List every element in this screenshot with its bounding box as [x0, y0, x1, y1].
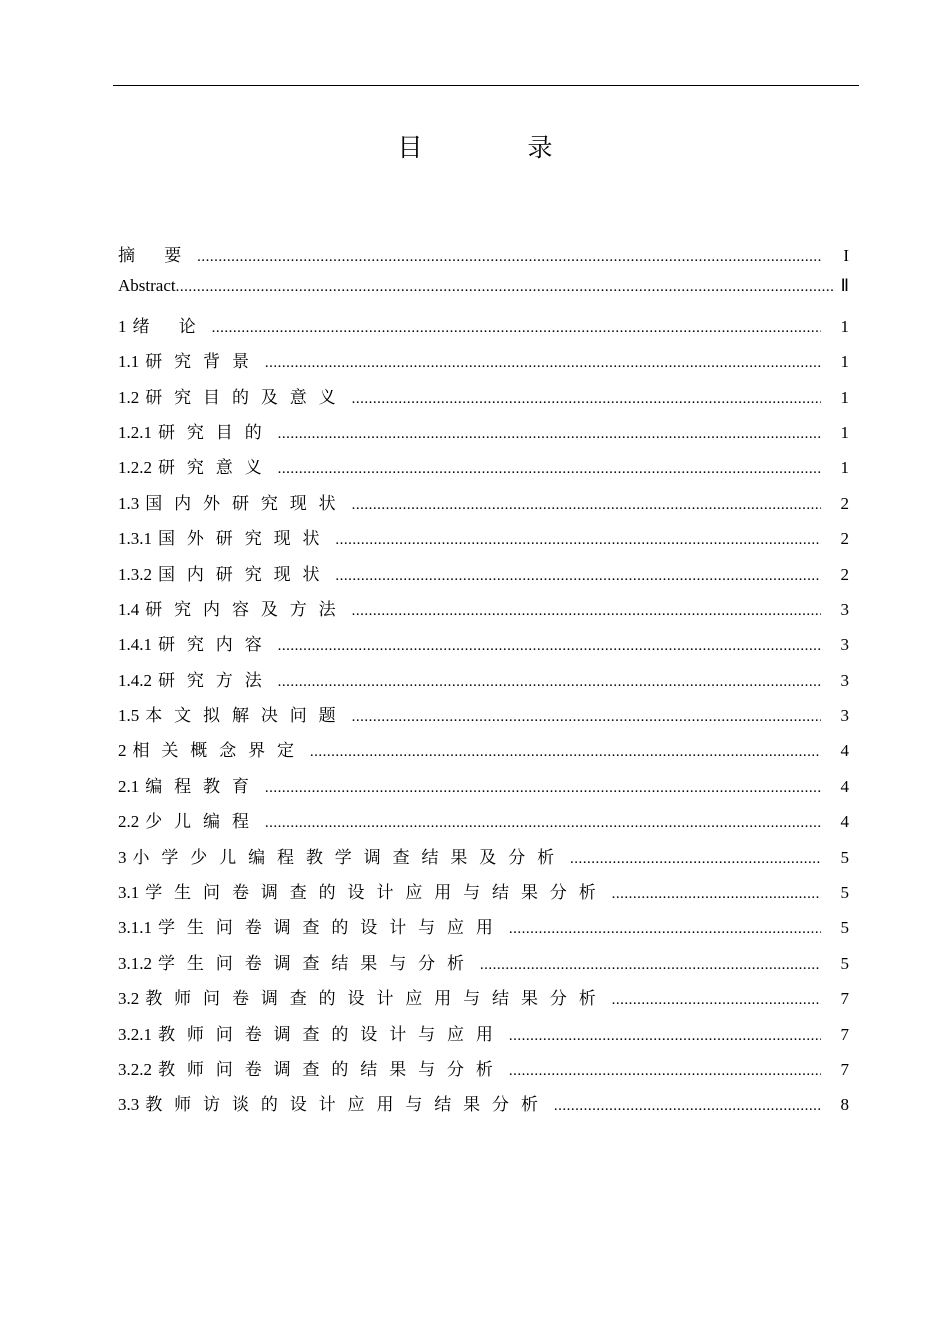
- toc-entry[interactable]: [118, 453, 849, 488]
- toc-entry-label: [118, 524, 331, 549]
- toc-entry-number: 3.2.2: [118, 1059, 152, 1079]
- toc-entry-text: 相关概念界定: [132, 741, 306, 762]
- toc-entry-page: 3: [840, 599, 849, 619]
- toc-entry-label: [118, 772, 261, 797]
- toc-entry-page: 1: [840, 387, 849, 407]
- toc-dot-leader: [612, 992, 821, 1009]
- toc-entry-text: 绪 论: [132, 316, 208, 337]
- toc-entry-label: [118, 276, 176, 296]
- toc-entry-text: 研究意义: [158, 458, 274, 479]
- toc-entry-number: 1.2: [118, 387, 140, 407]
- toc-entry-page: 3: [840, 670, 849, 690]
- toc-entry-page: 7: [840, 989, 849, 1009]
- toc-entry-text: 教师访谈的设计应用与结果分析: [145, 1095, 550, 1116]
- toc-entry-text: Abstract: [118, 276, 176, 296]
- toc-entry-number: 1.2.2: [118, 458, 152, 478]
- toc-dot-leader: [352, 709, 821, 726]
- toc-entry[interactable]: [118, 276, 849, 311]
- toc-dot-leader: [278, 638, 821, 655]
- toc-dot-leader: [480, 957, 821, 974]
- toc-entry-number: 3: [118, 847, 127, 867]
- toc-dot-leader: [335, 532, 821, 549]
- toc-entry-text: 小学少儿编程教学调查结果及分析: [132, 847, 566, 868]
- toc-entry[interactable]: [118, 347, 849, 382]
- toc-entry-label: [118, 595, 348, 620]
- toc-entry-page: 7: [840, 1024, 849, 1044]
- toc-entry-text: 研究内容: [158, 635, 274, 656]
- toc-dot-leader: [278, 674, 821, 691]
- toc-dot-leader: [265, 355, 821, 372]
- toc-entry-text: 研究方法: [158, 670, 274, 691]
- page-title: 目 录: [397, 133, 593, 162]
- toc-entry-label: [118, 630, 274, 655]
- toc-dot-leader: [265, 815, 821, 832]
- toc-dot-leader: [352, 497, 821, 514]
- toc-entry-label: [118, 807, 261, 832]
- toc-entry-text: 摘 要: [118, 246, 194, 266]
- toc-entry-label: [118, 1090, 550, 1115]
- toc-entry[interactable]: [118, 524, 849, 559]
- toc-entry-page: 2: [840, 564, 849, 584]
- toc-entry-page: 8: [840, 1095, 849, 1115]
- toc-dot-leader: [212, 320, 821, 337]
- toc-entry-page: 2: [840, 493, 849, 513]
- toc-entry-number: 1.4: [118, 599, 140, 619]
- toc-entry-text: 少儿编程: [145, 812, 261, 833]
- toc-entry-page: 7: [840, 1059, 849, 1079]
- toc-entry-page: 4: [840, 812, 849, 832]
- toc-entry[interactable]: [118, 949, 849, 984]
- toc-entry-label: [118, 383, 348, 408]
- toc-entry-page: 5: [840, 953, 849, 973]
- toc-entry-text: 国内外研究现状: [145, 493, 348, 514]
- toc-entry[interactable]: [118, 418, 849, 453]
- toc-entry-label: [118, 1020, 505, 1045]
- toc-entry-number: 1.2.1: [118, 422, 152, 442]
- toc-entry-number: 2: [118, 741, 127, 761]
- toc-dot-leader: [612, 886, 821, 903]
- toc-entry[interactable]: [118, 701, 849, 736]
- toc-entry-text: 研究目的: [158, 422, 274, 443]
- toc-entry-number: 3.2.1: [118, 1024, 152, 1044]
- toc-entry[interactable]: [118, 241, 849, 276]
- toc-entry-number: 1.3: [118, 493, 140, 513]
- toc-entry-number: 1.1: [118, 352, 140, 372]
- table-of-contents: [118, 241, 849, 1126]
- toc-entry-page: 5: [840, 847, 849, 867]
- toc-dot-leader: [310, 744, 821, 761]
- toc-dot-leader: [509, 1063, 821, 1080]
- toc-entry-page: 4: [840, 776, 849, 796]
- toc-entry-text: 教师问卷调查的设计应用与结果分析: [145, 989, 608, 1010]
- toc-dot-leader: [570, 851, 821, 868]
- toc-entry[interactable]: [118, 1020, 849, 1055]
- toc-entry-label: [118, 312, 208, 337]
- toc-entry[interactable]: [118, 489, 849, 524]
- toc-entry-page: 5: [840, 918, 849, 938]
- toc-entry-text: 学生问卷调查的设计应用与结果分析: [145, 883, 608, 904]
- toc-dot-leader: [335, 568, 821, 585]
- toc-entry-label: [118, 453, 274, 478]
- toc-dot-leader: [509, 921, 821, 938]
- toc-entry-number: 1.4.1: [118, 635, 152, 655]
- toc-entry-page: I: [843, 246, 849, 265]
- toc-entry-label: [118, 736, 306, 761]
- toc-entry-number: 1: [118, 316, 127, 336]
- toc-entry-text: 学生问卷调查结果与分析: [158, 953, 476, 974]
- toc-entry-page: 3: [840, 706, 849, 726]
- toc-entry-label: [118, 489, 348, 514]
- toc-entry-label: [118, 347, 261, 372]
- toc-entry-number: 3.1: [118, 883, 140, 903]
- toc-entry-page: 3: [840, 635, 849, 655]
- toc-entry[interactable]: [118, 878, 849, 913]
- toc-entry-label: [118, 241, 193, 266]
- toc-dot-leader: [509, 1028, 821, 1045]
- toc-entry-number: 3.1.2: [118, 953, 152, 973]
- header-rule: [113, 85, 859, 86]
- toc-dot-leader: [197, 249, 821, 266]
- toc-entry[interactable]: [118, 913, 849, 948]
- toc-entry-page: 1: [840, 352, 849, 372]
- toc-entry-text: 教师问卷调查的设计与应用: [158, 1024, 505, 1045]
- toc-entry-number: 3.2: [118, 989, 140, 1009]
- toc-entry-text: 研究背景: [145, 352, 261, 373]
- toc-entry-page: 1: [840, 422, 849, 442]
- toc-entry-label: [118, 843, 566, 868]
- toc-entry[interactable]: [118, 984, 849, 1019]
- toc-entry-page: 4: [840, 741, 849, 761]
- toc-entry-page: 1: [840, 316, 849, 336]
- toc-entry-label: [118, 418, 274, 443]
- toc-entry-label: [118, 701, 348, 726]
- toc-entry-label: [118, 878, 608, 903]
- toc-entry[interactable]: [118, 807, 849, 842]
- toc-entry-number: 3.1.1: [118, 918, 152, 938]
- toc-entry[interactable]: [118, 312, 849, 347]
- toc-entry[interactable]: [118, 383, 849, 418]
- toc-entry[interactable]: [118, 630, 849, 665]
- toc-entry-number: 1.3.1: [118, 529, 152, 549]
- toc-entry-text: 学生问卷调查的设计与应用: [158, 918, 505, 939]
- toc-entry-number: 2.1: [118, 776, 140, 796]
- toc-entry-text: 教师问卷调查的结果与分析: [158, 1059, 505, 1080]
- toc-entry[interactable]: [118, 736, 849, 771]
- toc-entry-text: 研究内容及方法: [145, 599, 348, 620]
- toc-entry-number: 1.3.2: [118, 564, 152, 584]
- toc-entry-number: 3.3: [118, 1095, 140, 1115]
- toc-entry[interactable]: [118, 560, 849, 595]
- toc-dot-leader: [352, 603, 821, 620]
- toc-entry-page: 2: [840, 529, 849, 549]
- toc-dot-leader: [176, 279, 835, 296]
- toc-dot-leader: [352, 391, 821, 408]
- toc-entry-text: 国外研究现状: [158, 529, 332, 550]
- toc-entry-text: 本文拟解决问题: [145, 706, 348, 727]
- toc-entry-label: [118, 1055, 505, 1080]
- toc-entry-label: [118, 949, 476, 974]
- toc-entry-text: 研究目的及意义: [145, 387, 348, 408]
- toc-entry[interactable]: [118, 1090, 849, 1125]
- toc-entry-page: Ⅱ: [840, 276, 849, 296]
- toc-entry[interactable]: [118, 666, 849, 701]
- toc-entry[interactable]: [118, 843, 849, 878]
- toc-entry-label: [118, 984, 608, 1009]
- toc-entry-page: 5: [840, 883, 849, 903]
- toc-entry-text: 国内研究现状: [158, 564, 332, 585]
- toc-entry-number: 1.5: [118, 706, 140, 726]
- toc-dot-leader: [278, 426, 821, 443]
- toc-dot-leader: [554, 1098, 821, 1115]
- toc-entry-number: 1.4.2: [118, 670, 152, 690]
- toc-entry-text: 编程教育: [145, 776, 261, 797]
- toc-entry[interactable]: [118, 1055, 849, 1090]
- toc-entry-label: [118, 666, 274, 691]
- toc-dot-leader: [278, 461, 821, 478]
- toc-dot-leader: [265, 780, 821, 797]
- toc-entry-number: 2.2: [118, 812, 140, 832]
- toc-entry-label: [118, 913, 505, 938]
- toc-entry[interactable]: [118, 772, 849, 807]
- toc-entry[interactable]: [118, 595, 849, 630]
- toc-entry-label: [118, 560, 331, 585]
- toc-entry-page: 1: [840, 458, 849, 478]
